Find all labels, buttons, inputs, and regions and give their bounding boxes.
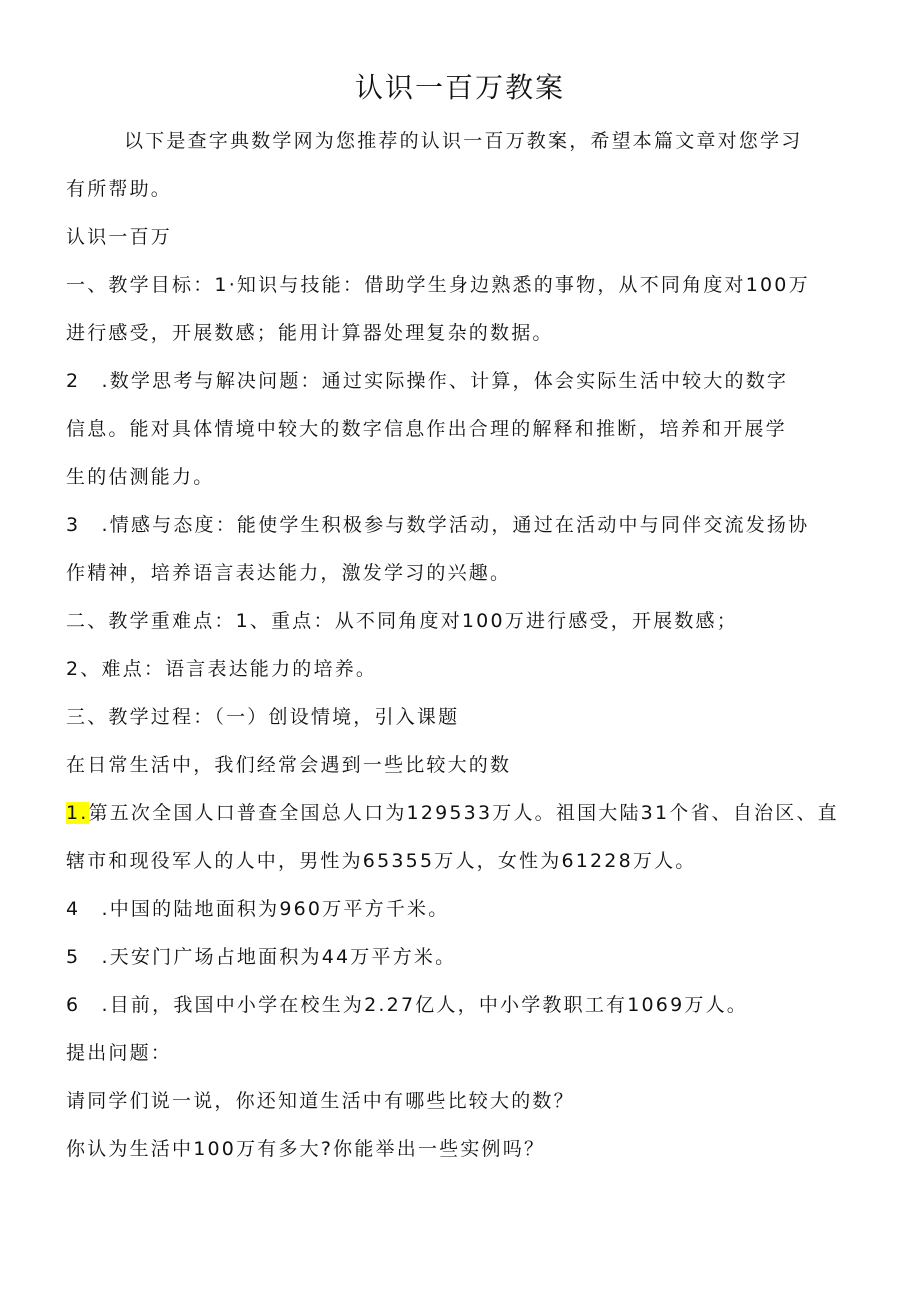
fact-4: 4 .中国的陆地面积为960万平方千米。 [66,898,450,920]
highlighted-list-marker: 1. [66,802,89,824]
document-title: 认识一百万教案 [354,71,565,104]
objectives-line-7: 作精神，培养语言表达能力，激发学习的兴趣。 [66,562,512,584]
question-heading: 提出问题： [66,1042,173,1064]
process-heading: 三、教学过程：（一）创设情境，引入课题 [66,706,460,728]
objectives-line-2: 进行感受，开展数感；能用计算器处理复杂的数据。 [66,322,554,344]
section-heading: 认识一百万 [66,226,173,248]
objectives-line-6: 3 .情感与态度：能使学生积极参与数学活动，通过在活动中与同伴交流发扬协 [66,514,810,536]
process-intro: 在日常生活中，我们经常会遇到一些比较大的数 [66,754,512,776]
fact-1-line-1 [66,797,839,829]
key-points-line-1: 二、教学重难点：1、重点：从不同角度对100万进行感受，开展数感； [66,610,738,632]
fact-6: 6 .目前，我国中小学在校生为2.27亿人，中小学教职工有1069万人。 [66,994,748,1016]
objectives-line-1: 一、教学目标：1·知识与技能：借助学生身边熟悉的事物，从不同角度对100万 [66,274,810,296]
objectives-line-3: 2 .数学思考与解决问题：通过实际操作、计算，体会实际生活中较大的数字 [66,370,789,392]
question-2: 你认为生活中100万有多大?你能举出一些实例吗？ [66,1138,546,1160]
intro-line-1: 以下是查字典数学网为您推荐的认识一百万教案，希望本篇文章对您学习 [124,130,803,152]
fact-5: 5 .天安门广场占地面积为44万平方米。 [66,946,457,968]
objectives-line-4: 信息。能对具体情境中较大的数字信息作出合理的解释和推断，培养和开展学 [66,418,787,440]
key-points-line-2: 2、难点：语言表达能力的培养。 [66,658,378,680]
intro-line-2: 有所帮助。 [66,178,173,200]
question-1: 请同学们说一说，你还知道生活中有哪些比较大的数？ [66,1090,575,1112]
objectives-line-5: 生的估测能力。 [66,466,215,488]
fact-1-line-2: 辖市和现役军人的人中，男性为65355万人，女性为61228万人。 [66,850,697,872]
fact-1-text: 第五次全国人口普查全国总人口为129533万人。祖国大陆31个省、自治区、直 [88,802,839,824]
